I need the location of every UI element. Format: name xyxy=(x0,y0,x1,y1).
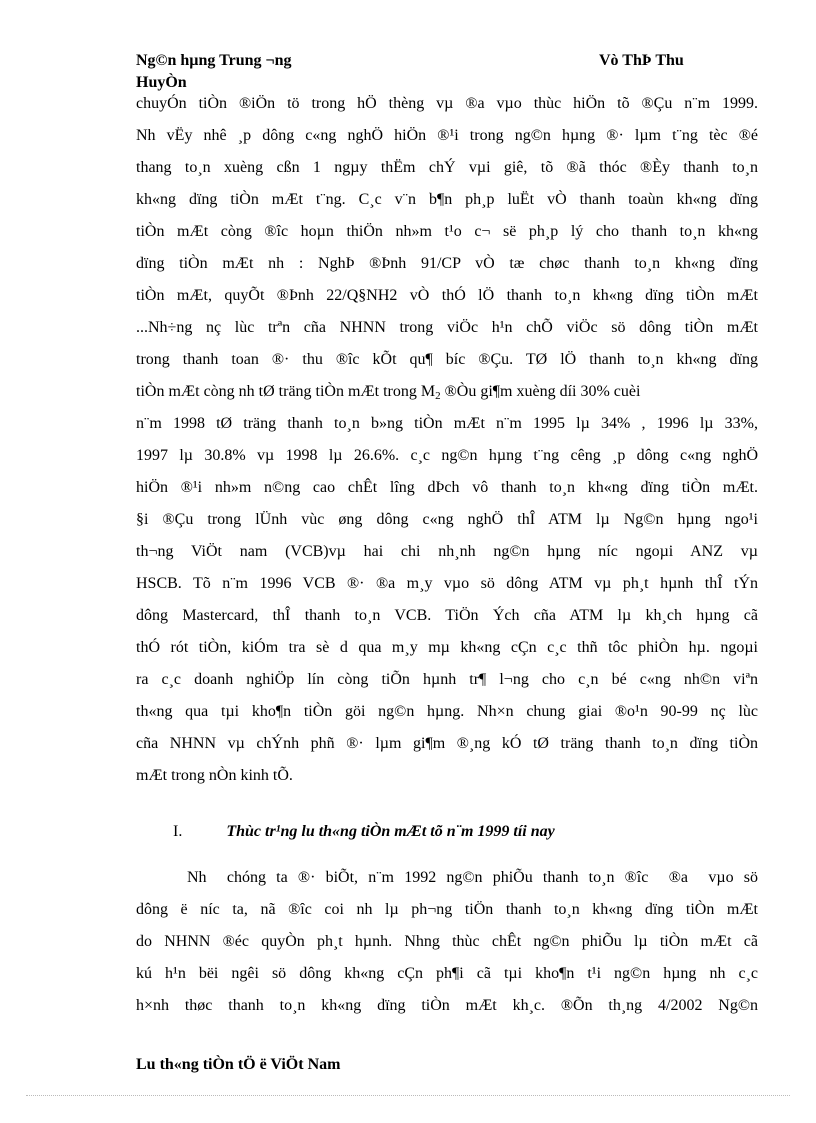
text-line: thÓ rót tiÒn, kiÓm tra sè d qua m¸y mµ kh«ng cÇn c¸c thñ tôc phiÒn hµ. ngoµi xyxy=(136,639,758,656)
text-line: trong thanh toan ®· thu ®îc kÕt qu¶ bíc ®Çu. TØ lÖ thanh to¸n kh«ng dïng xyxy=(136,351,758,368)
text-m2-tail: ®Òu gi¶m xuèng díi 30% cuèi xyxy=(440,383,641,400)
section-heading xyxy=(173,822,555,842)
text-line: thang to¸n xuèng cßn 1 ngµy thËm chÝ vµi giê, tõ ®ã thóc ®Èy thanh to¸n xyxy=(136,159,758,176)
text-line: mÆt trong nÒn kinh tÕ. xyxy=(136,767,293,784)
text-line: th«ng qua tµi kho¶n tiÒn göi ng©n hµng. Nh×n chung giai ®o¹n 90-99 nç lùc xyxy=(136,703,758,720)
m2-subscript: 2 xyxy=(435,390,441,402)
text-line: h×nh thøc thanh to¸n kh«ng dïng tiÒn mÆt kh¸c. ®Õn th¸ng 4/2002 Ng©n xyxy=(136,997,758,1014)
text-line: ...Nh÷ng nç lùc trªn cña NHNN trong viÖc h¹n chÕ viÖc sö dông tiÒn mÆt xyxy=(136,319,758,336)
text-line: th¬ng ViÖt nam (VCB)vµ hai chi nh¸nh ng©n hµng níc ngoµi ANZ vµ xyxy=(136,543,758,560)
text-line: Nh vËy nhê ¸p dông c«ng nghÖ hiÖn ®¹i trong ng©n hµng ®· lµm t¨ng tèc ®é xyxy=(136,127,758,144)
text-line: kú h¹n bëi ngêi sö dông kh«ng cÇn ph¶i cã tµi kho¶n t¹i ng©n hµng nh c¸c xyxy=(136,965,758,982)
section-title: Thùc tr¹ng lu th«ng tiÒn mÆt tõ n¨m 1999 tíi nay xyxy=(226,823,555,840)
text-line: dông ë níc ta, nã ®îc coi nh lµ ph¬ng tiÖn thanh to¸n kh«ng dïng tiÒn mÆt xyxy=(136,901,758,918)
text-line: kh«ng dïng tiÒn mÆt t¨ng. C¸c v¨n b¶n ph¸p luËt vÒ thanh toaùn kh«ng dïng xyxy=(136,191,758,208)
text-line: n¨m 1998 tØ träng thanh to¸n b»ng tiÒn mÆt n¨m 1995 lµ 34% , 1996 lµ 33%, xyxy=(136,415,758,432)
footer-title: Lu th«ng tiÒn tÖ ë ViÖt Nam xyxy=(136,1056,341,1073)
text-line: HSCB. Tõ n¨m 1996 VCB ®· ®a m¸y vµo sö dông ATM vµ ph¸t hµnh thÎ tÝn xyxy=(136,575,758,592)
header-right: Vò ThÞ Thu xyxy=(599,52,684,69)
text-line-m2 xyxy=(136,382,758,402)
header-right-wrap: HuyÒn xyxy=(136,74,187,91)
text-line: hiÖn ®¹i nh»m n©ng cao chÊt lîng dÞch vô thanh to¸n kh«ng dïng tiÒn mÆt. xyxy=(136,479,758,496)
header-left: Ng©n hµng Trung ¬ng xyxy=(136,52,292,69)
text-line: chuyÓn tiÒn ®iÖn tö trong hÖ thèng vµ ®a vµo thùc hiÖn tõ ®Çu n¨m 1999. xyxy=(136,95,758,112)
text-line: ra c¸c doanh nghiÖp lín còng tiÕn hµnh tr¶ l¬ng cho c¸n bé c«ng nh©n viªn xyxy=(136,671,758,688)
text-line: dïng tiÒn mÆt nh : NghÞ ®Þnh 91/CP vÒ tæ chøc thanh to¸n kh«ng dïng xyxy=(136,255,758,272)
text-line: dông Mastercard, thÎ thanh to¸n VCB. TiÖn Ých cña ATM lµ kh¸ch hµng cã xyxy=(136,607,758,624)
section-number: I. xyxy=(173,823,183,840)
text-m2-head: tiÒn mÆt còng nh tØ träng tiÒn mÆt trong M xyxy=(136,383,436,400)
text-line: tiÒn mÆt còng ®îc hoµn thiÖn nh»m t¹o c¬ së ph¸p lý cho thanh to¸n kh«ng xyxy=(136,223,758,240)
text-line: Nh chóng ta ®· biÕt, n¨m 1992 ng©n phiÕu thanh to¸n ®îc ®a vµo sö xyxy=(136,869,758,886)
text-line: tiÒn mÆt, quyÕt ®Þnh 22/Q§NH2 vÒ thÓ lÖ thanh to¸n kh«ng dïng tiÒn mÆt xyxy=(136,287,758,304)
footer-divider xyxy=(26,1095,790,1096)
text-line: do NHNN ®éc quyÒn ph¸t hµnh. Nhng thùc chÊt ng©n phiÕu lµ tiÒn mÆt cã xyxy=(136,933,758,950)
text-line: 1997 lµ 30.8% vµ 1998 lµ 26.6%. c¸c ng©n hµng t¨ng cêng ¸p dông c«ng nghÖ xyxy=(136,447,758,464)
text-line: cña NHNN vµ chÝnh phñ ®· lµm gi¶m ®¸ng kÓ tØ träng thanh to¸n dïng tiÒn xyxy=(136,735,758,752)
text-line: §i ®Çu trong lÜnh vùc øng dông c«ng nghÖ thÎ ATM lµ Ng©n hµng ngo¹i xyxy=(136,511,758,528)
